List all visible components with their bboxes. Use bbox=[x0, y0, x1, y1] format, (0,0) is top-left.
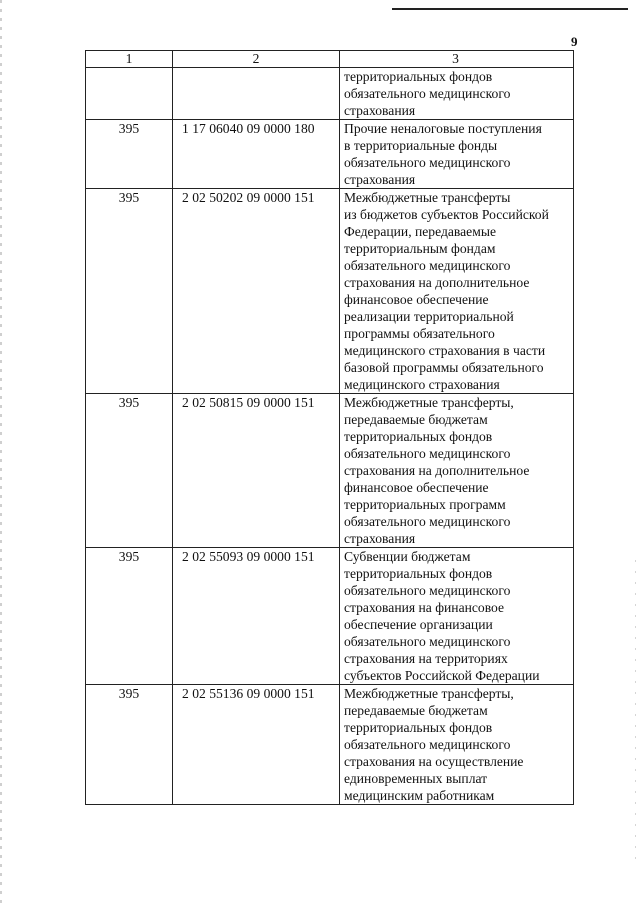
description-line: передаваемые бюджетам bbox=[344, 703, 488, 718]
header-col-1: 1 bbox=[86, 51, 173, 68]
revenue-description-cell bbox=[340, 394, 574, 548]
table-body bbox=[86, 51, 574, 805]
admin-code-cell: 395 bbox=[86, 548, 173, 685]
top-rule bbox=[392, 8, 628, 10]
admin-code-cell: 395 bbox=[86, 189, 173, 394]
admin-code-cell: 395 bbox=[86, 120, 173, 189]
description-line: программы обязательного bbox=[344, 326, 495, 341]
admin-code-cell: 395 bbox=[86, 685, 173, 805]
table-row bbox=[86, 189, 574, 394]
budget-classification-code-cell: 2 02 55136 09 0000 151 bbox=[173, 685, 340, 805]
table-row bbox=[86, 68, 574, 120]
description-line: страхования bbox=[344, 172, 416, 187]
budget-classification-code-cell: 2 02 50202 09 0000 151 bbox=[173, 189, 340, 394]
budget-classification-code-cell: 1 17 06040 09 0000 180 bbox=[173, 120, 340, 189]
description-line: страхования на осуществление bbox=[344, 754, 524, 769]
table-row bbox=[86, 120, 574, 189]
table-row bbox=[86, 394, 574, 548]
revenue-description-cell bbox=[340, 68, 574, 120]
description-line: Межбюджетные трансферты bbox=[344, 190, 511, 205]
description-line: из бюджетов субъектов Российской bbox=[344, 207, 549, 222]
description-line: медицинского страхования в части bbox=[344, 343, 546, 358]
scan-edge-left bbox=[0, 0, 2, 905]
description-line: страхования на финансовое bbox=[344, 600, 505, 615]
description-line: Субвенции бюджетам bbox=[344, 549, 471, 564]
budget-code-table bbox=[85, 50, 574, 805]
description-line: Прочие неналоговые поступления bbox=[344, 121, 542, 136]
revenue-description-cell bbox=[340, 685, 574, 805]
description-line: страхования на дополнительное bbox=[344, 275, 530, 290]
admin-code-cell: 395 bbox=[86, 394, 173, 548]
description-line: обязательного медицинского bbox=[344, 446, 511, 461]
description-line: реализации территориальной bbox=[344, 309, 514, 324]
description-line: единовременных выплат bbox=[344, 771, 488, 786]
description-line: Федерации, передаваемые bbox=[344, 224, 496, 239]
description-line: территориальных программ bbox=[344, 497, 506, 512]
description-line: страхования на дополнительное bbox=[344, 463, 530, 478]
description-line: обязательного медицинского bbox=[344, 86, 511, 101]
description-line: территориальных фондов bbox=[344, 566, 493, 581]
revenue-description-cell bbox=[340, 548, 574, 685]
revenue-description-cell bbox=[340, 120, 574, 189]
revenue-description-cell bbox=[340, 189, 574, 394]
description-line: базовой программы обязательного bbox=[344, 360, 544, 375]
description-line: территориальных фондов bbox=[344, 429, 493, 444]
description-line: медицинским работникам bbox=[344, 788, 495, 803]
description-line: субъектов Российской Федерации bbox=[344, 668, 540, 683]
description-line: страхования на территориях bbox=[344, 651, 508, 666]
description-line: в территориальные фонды bbox=[344, 138, 498, 153]
description-line: передаваемые бюджетам bbox=[344, 412, 488, 427]
table-row bbox=[86, 685, 574, 805]
table-header-row bbox=[86, 51, 574, 68]
description-line: обеспечение организации bbox=[344, 617, 493, 632]
description-line: страхования bbox=[344, 531, 416, 546]
description-line: финансовое обеспечение bbox=[344, 292, 489, 307]
description-line: обязательного медицинского bbox=[344, 737, 511, 752]
budget-classification-code-cell bbox=[173, 68, 340, 120]
description-line: территориальных фондов bbox=[344, 720, 493, 735]
description-line: финансовое обеспечение bbox=[344, 480, 489, 495]
page-number: 9 bbox=[571, 34, 578, 49]
description-line: Межбюджетные трансферты, bbox=[344, 686, 514, 701]
table-row bbox=[86, 548, 574, 685]
budget-classification-code-cell: 2 02 50815 09 0000 151 bbox=[173, 394, 340, 548]
description-line: обязательного медицинского bbox=[344, 583, 511, 598]
admin-code-cell bbox=[86, 68, 173, 120]
description-line: страхования bbox=[344, 103, 416, 118]
description-line: территориальным фондам bbox=[344, 241, 496, 256]
description-line: обязательного медицинского bbox=[344, 155, 511, 170]
description-line: медицинского страхования bbox=[344, 377, 500, 392]
header-col-2: 2 bbox=[173, 51, 340, 68]
description-line: территориальных фондов bbox=[344, 69, 493, 84]
scan-edge-right bbox=[635, 560, 636, 860]
header-col-3: 3 bbox=[340, 51, 574, 68]
budget-classification-code-cell: 2 02 55093 09 0000 151 bbox=[173, 548, 340, 685]
description-line: обязательного медицинского bbox=[344, 634, 511, 649]
description-line: обязательного медицинского bbox=[344, 258, 511, 273]
description-line: обязательного медицинского bbox=[344, 514, 511, 529]
description-line: Межбюджетные трансферты, bbox=[344, 395, 514, 410]
